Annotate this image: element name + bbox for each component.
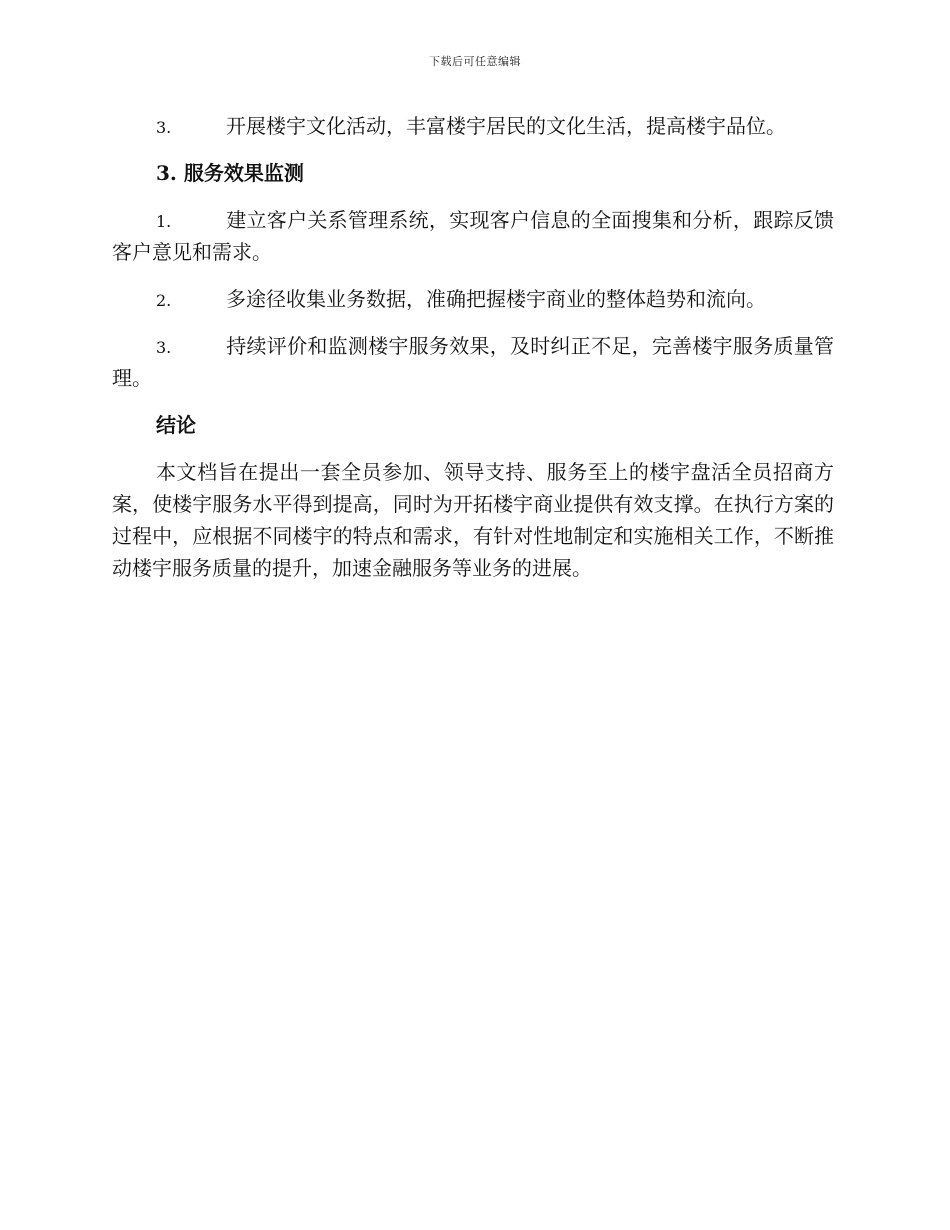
list-item-number: 3. — [156, 338, 172, 357]
section-heading-monitoring: 3. 服务效果监测 — [156, 161, 304, 185]
page-header: 下载后可任意编辑 — [429, 55, 521, 68]
conclusion-paragraph: 本文档旨在提出一套全员参加、领导支持、服务至上的楼宇盘活全员招商方案，使楼宇服务水平得到提高，同时为开拓楼宇商业提供有效支撑。在执行方案的过程中，应根据不同楼宇的特点和需求，有针对性地制定和实施相关工作，不断推动楼宇服务质量的提升，加速金融服务等业务的进展。 — [112, 460, 834, 580]
list-item — [112, 204, 834, 268]
list-item-number: 3. — [156, 118, 172, 137]
list-item-number: 1. — [156, 212, 172, 231]
list-item-number: 2. — [156, 291, 172, 310]
list-item — [112, 110, 834, 142]
section-heading-conclusion: 结论 — [156, 413, 196, 437]
list-item-text: 多途径收集业务数据，准确把握楼宇商业的整体趋势和流向。 — [226, 287, 766, 311]
document-body — [112, 110, 834, 584]
list-item-text: 持续评价和监测楼宇服务效果，及时纠正不足，完善楼宇服务质量管理。 — [112, 334, 834, 390]
list-item — [112, 283, 834, 315]
list-item-text: 建立客户关系管理系统，实现客户信息的全面搜集和分析，跟踪反馈客户意见和需求。 — [112, 208, 834, 264]
list-item-text: 开展楼宇文化活动，丰富楼宇居民的文化生活，提高楼宇品位。 — [226, 114, 786, 138]
list-item — [112, 330, 834, 394]
